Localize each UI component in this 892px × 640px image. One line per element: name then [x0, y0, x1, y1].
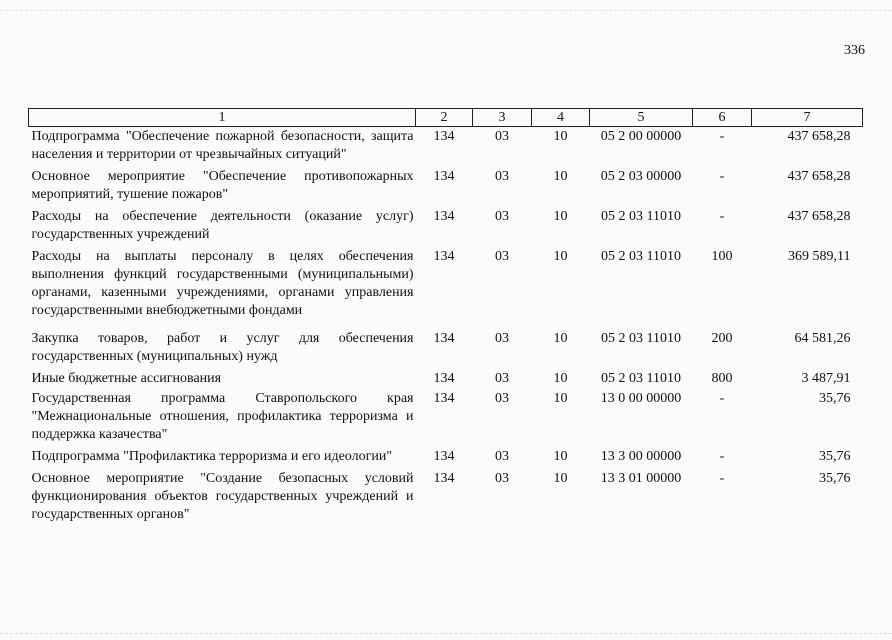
header-cell-3: 3 — [473, 109, 532, 127]
row-name: Государственная программа Ставропольского края "Межнациональные отношения, профилактика терроризма и поддержка казачества" — [31, 391, 414, 442]
header-cell-2: 2 — [416, 109, 473, 127]
table-row — [29, 448, 863, 470]
row-section-code: 03 — [495, 169, 509, 184]
row-target-code: 05 2 03 11010 — [601, 371, 681, 386]
row-subsection-code: 10 — [553, 331, 568, 346]
scan-edge-top — [0, 0, 892, 11]
scan-edge-bottom — [0, 632, 892, 634]
table-row — [29, 390, 863, 448]
table-row — [29, 127, 863, 169]
row-amount: 437 658,28 — [787, 209, 851, 224]
table-body — [29, 127, 863, 525]
row-subsection-code: 10 — [553, 249, 568, 264]
row-target-code: 05 2 00 00000 — [600, 129, 682, 144]
row-expense-type: 100 — [711, 249, 733, 264]
row-ministry-code: 134 — [433, 129, 455, 144]
table-row — [29, 168, 863, 208]
row-name: Закупка товаров, работ и услуг для обеспечения государственных (муниципальных) нужд — [31, 331, 414, 364]
row-ministry-code: 134 — [433, 209, 455, 224]
row-target-code: 13 3 01 00000 — [600, 471, 682, 486]
row-amount: 35,76 — [819, 391, 851, 406]
header-cell-1: 1 — [29, 109, 416, 127]
row-ministry-code: 134 — [433, 371, 455, 386]
table-row — [29, 330, 863, 370]
row-name: Подпрограмма "Профилактика терроризма и его идеологии" — [31, 449, 393, 464]
row-target-code: 05 2 03 11010 — [601, 331, 681, 346]
header-row — [29, 109, 863, 127]
budget-table — [28, 108, 863, 524]
row-section-code: 03 — [495, 129, 509, 144]
row-expense-type: - — [719, 449, 725, 464]
table-row — [29, 248, 863, 330]
table-row — [29, 208, 863, 248]
row-target-code: 13 3 00 00000 — [600, 449, 682, 464]
row-amount: 35,76 — [819, 471, 851, 486]
row-section-code: 03 — [495, 249, 509, 264]
table-header — [29, 109, 863, 127]
row-subsection-code: 10 — [553, 129, 568, 144]
row-target-code: 05 2 03 11010 — [601, 249, 681, 264]
row-amount: 64 581,26 — [794, 331, 851, 346]
header-cell-5: 5 — [590, 109, 693, 127]
row-expense-type: - — [719, 391, 725, 406]
row-target-code: 05 2 03 11010 — [601, 209, 681, 224]
row-name: Иные бюджетные ассигнования — [31, 371, 222, 386]
row-section-code: 03 — [495, 331, 509, 346]
page-number: 336 — [844, 43, 865, 58]
row-name: Расходы на обеспечение деятельности (оказание услуг) государственных учреждений — [31, 209, 414, 242]
row-expense-type: 800 — [711, 371, 733, 386]
row-ministry-code: 134 — [433, 169, 455, 184]
row-expense-type: - — [719, 169, 725, 184]
row-expense-type: - — [719, 209, 725, 224]
row-amount: 35,76 — [819, 449, 851, 464]
row-name: Основное мероприятие "Создание безопасных условий функционирования объектов государственных учреждений и государственных органов" — [31, 471, 414, 522]
row-name: Подпрограмма "Обеспечение пожарной безопасности, защита населения и территории от чрезвычайных ситуаций" — [31, 129, 414, 162]
row-target-code: 05 2 03 00000 — [600, 169, 682, 184]
header-cell-7: 7 — [752, 109, 863, 127]
row-ministry-code: 134 — [433, 449, 455, 464]
row-ministry-code: 134 — [433, 391, 455, 406]
row-section-code: 03 — [495, 391, 509, 406]
row-subsection-code: 10 — [553, 209, 568, 224]
row-subsection-code: 10 — [553, 471, 568, 486]
row-expense-type: - — [719, 471, 725, 486]
row-expense-type: 200 — [711, 331, 733, 346]
row-section-code: 03 — [495, 209, 509, 224]
row-ministry-code: 134 — [433, 331, 455, 346]
row-section-code: 03 — [495, 449, 509, 464]
row-subsection-code: 10 — [553, 391, 568, 406]
row-ministry-code: 134 — [433, 471, 455, 486]
header-cell-6: 6 — [693, 109, 752, 127]
header-cell-4: 4 — [532, 109, 590, 127]
table-row — [29, 470, 863, 524]
row-section-code: 03 — [495, 371, 509, 386]
row-name: Основное мероприятие "Обеспечение противопожарных мероприятий, тушение пожаров" — [31, 169, 414, 202]
row-subsection-code: 10 — [553, 449, 568, 464]
row-subsection-code: 10 — [553, 371, 568, 386]
table-row — [29, 370, 863, 390]
row-amount: 369 589,11 — [788, 249, 851, 264]
row-expense-type: - — [719, 129, 725, 144]
row-amount: 437 658,28 — [787, 129, 851, 144]
row-ministry-code: 134 — [433, 249, 455, 264]
row-amount: 437 658,28 — [787, 169, 851, 184]
row-name: Расходы на выплаты персоналу в целях обеспечения выполнения функций государственными (муниципальными) органами, казенными учреждениями, органами управления государственными внебюджетными фондами — [31, 249, 414, 318]
row-amount: 3 487,91 — [801, 371, 851, 386]
row-section-code: 03 — [495, 471, 509, 486]
row-target-code: 13 0 00 00000 — [600, 391, 682, 406]
row-subsection-code: 10 — [553, 169, 568, 184]
